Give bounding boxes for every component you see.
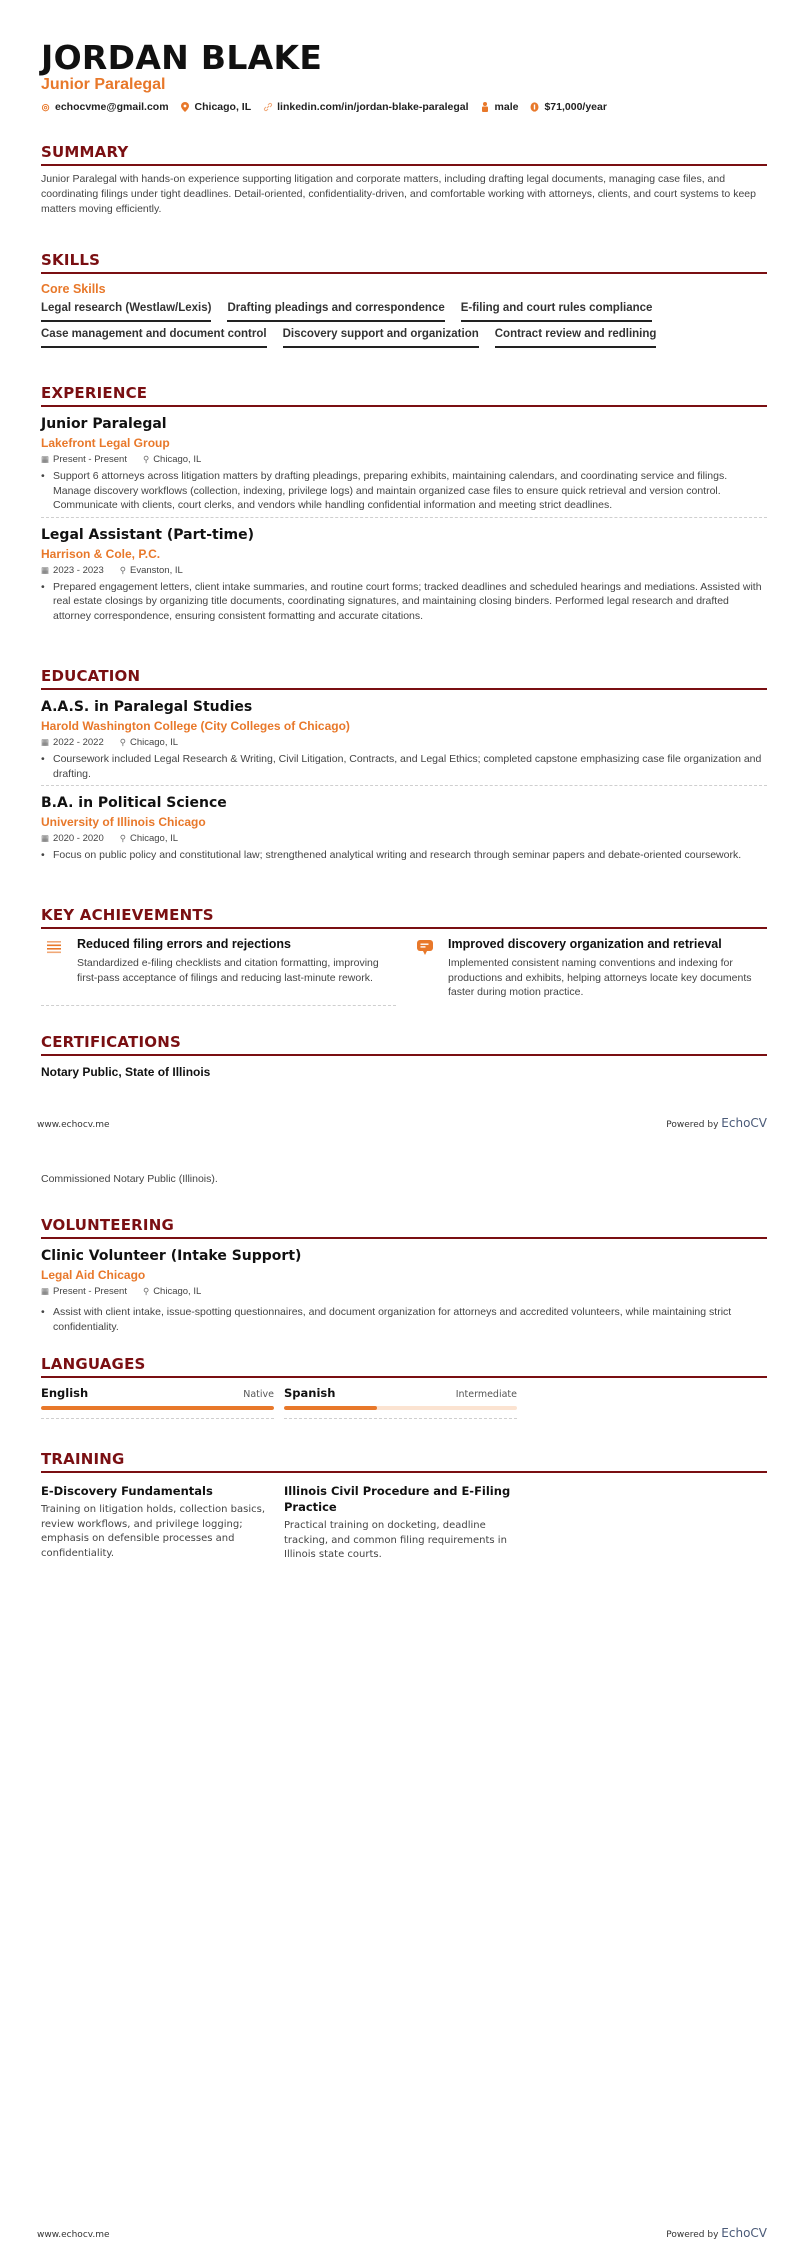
section-heading: CERTIFICATIONS <box>41 1033 181 1051</box>
candidate-name: JORDAN BLAKE <box>41 38 323 77</box>
training-title: E-Discovery Fundamentals <box>41 1484 213 1498</box>
entry-description: Assist with client intake, issue-spotting questionnaires, and document organization for attorneys and accredited volunteers, while maintaining strict confidentiality. <box>53 1306 732 1333</box>
map-pin-icon: ⚲ <box>119 564 126 575</box>
training-title: Illinois Civil Procedure and E-Filing Practice <box>284 1484 511 1514</box>
experience-entry <box>41 526 767 624</box>
achievement-item <box>41 937 396 1006</box>
school-name: Harold Washington College (City Colleges of Chicago) <box>41 719 350 733</box>
volunteering-section <box>41 1216 767 1334</box>
school-name: University of Illinois Chicago <box>41 815 206 829</box>
summary-text: Junior Paralegal with hands-on experience supporting litigation and corporate matters, including drafting legal documents, managing case files, and coordinating filings under tight deadlines. Detail-oriented, confidentiality-driven, and comfortable working with attorneys, clients, and court systems to keep matters moving efficiently. <box>41 173 756 215</box>
languages-grid <box>41 1386 767 1419</box>
training-item <box>284 1483 517 1563</box>
entry-bullet <box>41 848 767 863</box>
entry-description: Coursework included Legal Research & Writing, Civil Litigation, Contracts, and Legal Ethics; completed capstone emphasizing case file organization and drafting. <box>53 753 762 780</box>
contact-salary <box>530 101 606 113</box>
section-heading: EDUCATION <box>41 667 141 685</box>
skills-row <box>41 302 767 322</box>
achievements-grid <box>41 937 767 1006</box>
job-title: Legal Assistant (Part-time) <box>41 526 254 543</box>
brand-logo[interactable]: EchoCV <box>721 1116 767 1130</box>
entry-meta <box>41 565 767 576</box>
contact-gender-text: male <box>494 101 519 113</box>
comment-icon <box>412 937 438 1000</box>
entry-description: Prepared engagement letters, client intake summaries, and routine court forms; tracked deadlines and scheduled hearings and mediations. Assisted with real estate closings by organizing title documents, coordinating signatures, and maintaining closing binders. Performed legal research and drafted attorney correspondence, ensuring consistent formatting and accurate citations. <box>53 580 762 622</box>
education-entry <box>41 794 767 863</box>
section-heading: SUMMARY <box>41 143 129 161</box>
contact-linkedin-text: linkedin.com/in/jordan-blake-paralegal <box>277 101 469 113</box>
footer-powered-by: Powered by EchoCV <box>666 1116 767 1130</box>
entry-location: Chicago, IL <box>153 1286 202 1297</box>
skill-chip: Contract review and redlining <box>495 328 657 348</box>
entry-meta <box>41 737 767 748</box>
entry-bullet <box>41 580 767 624</box>
entry-meta <box>41 833 767 844</box>
entry-location: Chicago, IL <box>129 737 179 748</box>
skill-chip: Discovery support and organization <box>283 328 479 348</box>
footer-powered-by: Powered by EchoCV <box>666 2226 767 2240</box>
skills-row <box>41 328 767 348</box>
calendar-icon: ▦ <box>41 1286 50 1296</box>
brand-logo[interactable]: EchoCV <box>721 2226 767 2240</box>
contact-linkedin[interactable] <box>263 101 468 113</box>
organization-name: Legal Aid Chicago <box>41 1268 146 1282</box>
contact-salary-text: $71,000/year <box>544 101 607 113</box>
language-name: English <box>41 1386 89 1400</box>
section-divider <box>41 272 767 274</box>
person-icon <box>481 102 490 112</box>
experience-section <box>41 384 767 623</box>
entry-dates: 2022 - 2022 <box>53 737 104 748</box>
training-section <box>41 1450 767 1563</box>
entry-divider <box>41 785 767 786</box>
entry-divider <box>41 517 767 518</box>
experience-entry <box>41 415 767 518</box>
languages-section <box>41 1355 767 1419</box>
map-pin-icon: ⚲ <box>142 454 150 464</box>
language-item <box>41 1386 274 1419</box>
entry-dates: Present - Present <box>53 1286 127 1297</box>
entry-dates: 2023 - 2023 <box>53 564 104 576</box>
section-divider <box>41 1237 767 1239</box>
language-proficiency-bar <box>41 1406 274 1410</box>
map-pin-icon <box>181 102 190 112</box>
training-item <box>41 1483 274 1563</box>
bullet-icon: • <box>41 849 45 861</box>
role-title: Clinic Volunteer (Intake Support) <box>41 1248 302 1264</box>
section-divider <box>41 927 767 929</box>
achievement-text: Standardized e-filing checklists and citation formatting, improving first-pass acceptance of filings and reducing last-minute rework. <box>77 957 379 984</box>
degree-title: A.A.S. in Paralegal Studies <box>41 699 253 715</box>
training-text: Training on litigation holds, collection basics, review workflows, and privilege logging; emphasis on defensible processes and confidentiality. <box>41 1504 265 1559</box>
education-entry <box>41 698 767 786</box>
entry-location: Chicago, IL <box>153 454 202 465</box>
language-item <box>284 1386 517 1419</box>
bullet-icon: • <box>41 1306 45 1318</box>
language-name: Spanish <box>284 1386 336 1400</box>
skills-section <box>41 251 767 348</box>
entry-location: Evanston, IL <box>129 564 183 576</box>
section-divider <box>41 1471 767 1473</box>
achievement-title: Reduced filing errors and rejections <box>77 937 291 951</box>
entry-bullet <box>41 1305 767 1334</box>
entry-meta <box>41 1286 767 1297</box>
footer-site-link[interactable]: www.echocv.me <box>37 2230 110 2240</box>
company-name: Harrison & Cole, P.C. <box>41 546 161 561</box>
candidate-title: Junior Paralegal <box>41 76 166 93</box>
training-grid <box>41 1483 767 1563</box>
section-divider <box>41 164 767 166</box>
section-heading: EXPERIENCE <box>41 384 148 402</box>
language-proficiency-bar <box>284 1406 517 1410</box>
achievements-section <box>41 906 767 1006</box>
entry-bullet <box>41 752 767 781</box>
entry-dates: 2020 - 2020 <box>53 833 104 844</box>
contact-bar <box>41 101 607 113</box>
training-text: Practical training on docketing, deadline tracking, and common filing requirements in Illinois state courts. <box>284 1520 507 1560</box>
contact-location-text: Chicago, IL <box>194 101 252 113</box>
skill-chip: Case management and document control <box>41 328 267 348</box>
entry-bullet <box>41 469 767 513</box>
skills-category: Core Skills <box>41 282 106 296</box>
bullet-icon: • <box>41 753 45 765</box>
bullet-icon: • <box>41 580 45 593</box>
education-section <box>41 667 767 863</box>
section-heading: LANGUAGES <box>41 1355 146 1373</box>
calendar-icon: ▦ <box>41 737 50 747</box>
language-level: Native <box>243 1389 274 1400</box>
achievement-text: Implemented consistent naming conventions and indexing for productions and exhibits, helping attorneys locate key documents faster during motion practice. <box>448 957 752 998</box>
section-heading: KEY ACHIEVEMENTS <box>41 906 214 924</box>
calendar-icon: ▦ <box>41 454 50 464</box>
page-footer <box>37 1116 767 1130</box>
footer-site-link[interactable]: www.echocv.me <box>37 1120 110 1130</box>
map-pin-icon: ⚲ <box>119 737 126 747</box>
map-pin-icon: ⚲ <box>119 833 126 843</box>
contact-gender <box>481 101 519 113</box>
section-divider <box>41 1376 767 1378</box>
page-footer <box>37 2226 767 2240</box>
job-title: Junior Paralegal <box>41 416 167 432</box>
entry-description: Focus on public policy and constitutional law; strengthened analytical writing and research through seminar papers and debate-oriented coursework. <box>53 849 742 861</box>
summary-section <box>41 143 767 217</box>
contact-email[interactable] <box>41 101 169 113</box>
degree-title: B.A. in Political Science <box>41 795 227 811</box>
link-icon <box>263 102 272 112</box>
entry-dates: Present - Present <box>53 454 127 465</box>
contact-email-text: echocvme@gmail.com <box>55 101 169 113</box>
volunteering-entry <box>41 1247 767 1334</box>
section-heading: VOLUNTEERING <box>41 1216 174 1234</box>
section-divider <box>41 405 767 407</box>
certification-name: Notary Public, State of Illinois <box>41 1065 211 1079</box>
salary-icon <box>530 102 539 112</box>
section-heading: TRAINING <box>41 1450 125 1468</box>
bullet-icon: • <box>41 470 45 482</box>
list-icon <box>41 937 67 985</box>
language-level: Intermediate <box>455 1389 517 1400</box>
map-pin-icon: ⚲ <box>142 1286 150 1296</box>
section-divider <box>41 1054 767 1056</box>
section-heading: SKILLS <box>41 251 101 269</box>
company-name: Lakefront Legal Group <box>41 436 170 450</box>
skill-chip: Drafting pleadings and correspondence <box>227 302 444 322</box>
certification-description: Commissioned Notary Public (Illinois). <box>41 1173 218 1185</box>
contact-location <box>181 101 252 113</box>
skill-chip: E-filing and court rules compliance <box>461 302 653 322</box>
section-divider <box>41 688 767 690</box>
calendar-icon: ▦ <box>41 564 50 575</box>
entry-description: Support 6 attorneys across litigation matters by drafting pleadings, preparing exhibits, maintaining calendars, and coordinating service and filings. Manage discovery workflows (collection, indexing, privilege logs) and maintain organized case files to ensure quick retrieval and version control. Communicate with clients, court clerks, and vendors while handling confidential information and meeting strict deadlines. <box>53 470 728 511</box>
calendar-icon: ▦ <box>41 833 50 843</box>
entry-location: Chicago, IL <box>129 833 179 844</box>
at-icon: ◎ <box>41 102 50 112</box>
achievement-title: Improved discovery organization and retrieval <box>448 937 722 951</box>
skill-chip: Legal research (Westlaw/Lexis) <box>41 302 211 322</box>
achievement-item <box>412 937 767 1006</box>
entry-meta <box>41 454 767 465</box>
